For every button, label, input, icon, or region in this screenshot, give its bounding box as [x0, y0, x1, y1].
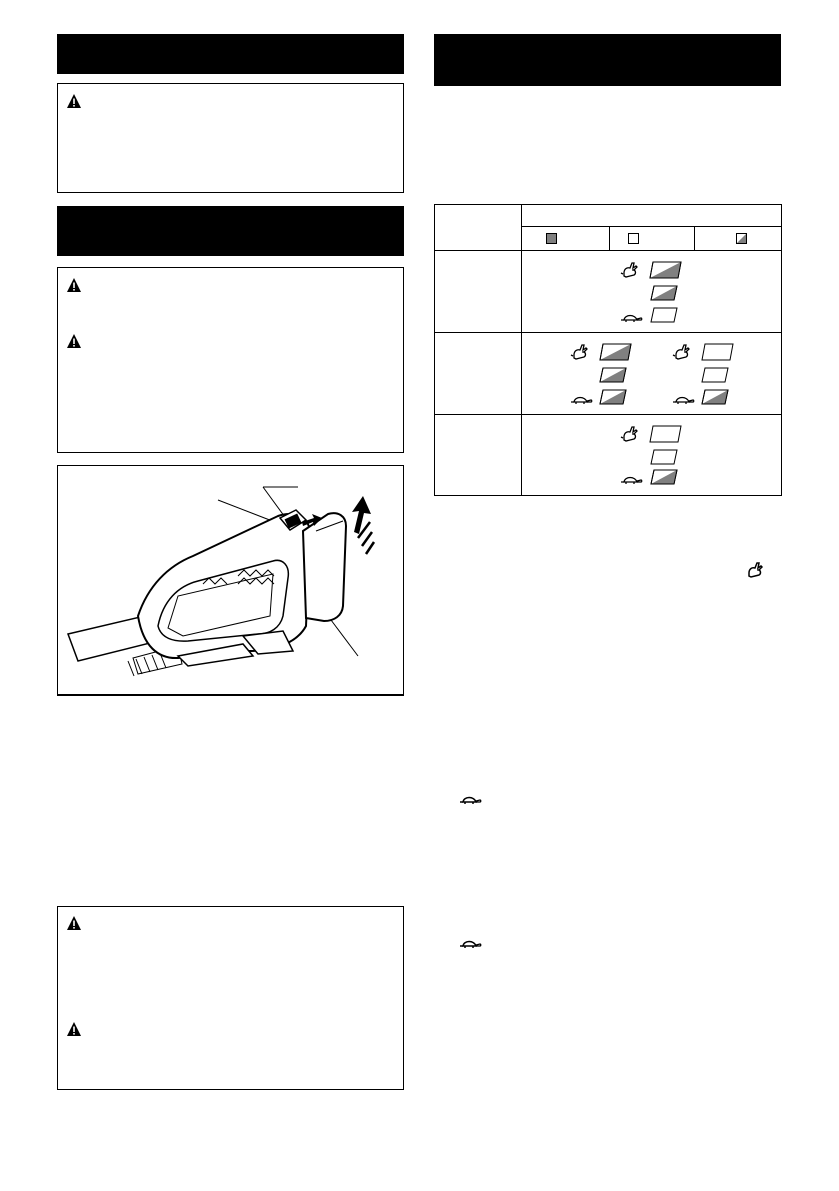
warning-triangle-icon [66, 333, 82, 349]
warning-triangle-icon [66, 915, 82, 931]
warning-box-3 [57, 906, 404, 1090]
warning-box-2 [57, 267, 404, 453]
section-header-bar-right [434, 34, 781, 86]
section-header-bar-left-1 [57, 34, 404, 74]
battery-removal-illustration [58, 466, 403, 694]
rabbit-icon [621, 263, 637, 277]
indicator-diagrams [434, 204, 782, 496]
turtle-icon [621, 316, 642, 323]
rabbit-icon [745, 559, 767, 579]
warning-triangle-icon [66, 1021, 82, 1037]
rabbit-icon [673, 345, 689, 359]
warning-triangle-icon [66, 277, 82, 293]
indicator-table [434, 204, 782, 496]
turtle-icon [673, 398, 694, 405]
warning-triangle-icon [66, 93, 82, 109]
turtle-icon [458, 790, 484, 806]
tool-illustration-frame [57, 465, 404, 696]
rabbit-icon [571, 345, 587, 359]
turtle-icon [571, 398, 592, 405]
section-header-bar-left-2 [57, 206, 404, 256]
turtle-icon [621, 478, 642, 485]
warning-box-1 [57, 83, 404, 193]
turtle-icon [458, 934, 484, 950]
rabbit-icon [621, 427, 637, 441]
